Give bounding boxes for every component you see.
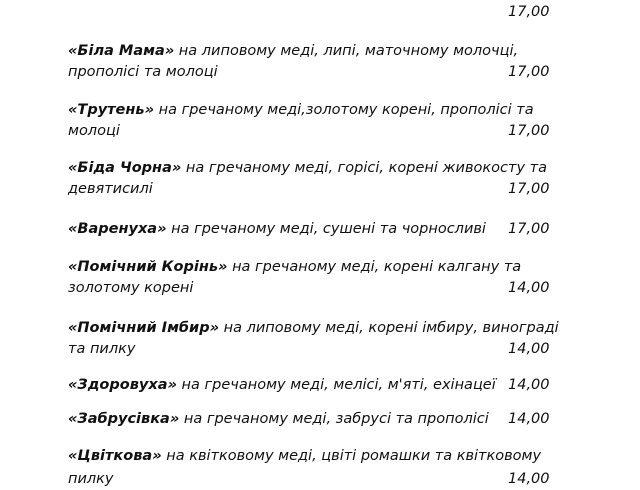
item-description: на квітковому меді, цвіті ромашки та квітковому <box>161 448 542 464</box>
menu-item <box>68 219 563 240</box>
item-description-continued: золотому корені <box>68 280 194 296</box>
item-description: на гречаному меді, горісі, корені живокосту та <box>181 160 547 176</box>
price: 17,00 <box>508 4 550 20</box>
item-description-continued: пилку <box>68 471 114 487</box>
item-name: «Помічний Корінь» <box>68 259 228 275</box>
item-description: на гречаному меді, мелісі, м'яті, ехінацеї <box>176 377 496 393</box>
menu-item <box>68 446 563 488</box>
item-name: «Здоровуха» <box>68 377 177 393</box>
item-description: на гречаному меді,золотому корені, прополісі та <box>154 102 534 118</box>
menu-item <box>68 318 563 360</box>
item-name: «Трутень» <box>68 102 154 118</box>
price: 17,00 <box>508 221 550 237</box>
item-name: «Біла Мама» <box>68 43 175 59</box>
price: 14,00 <box>508 341 550 357</box>
price: 17,00 <box>508 123 550 139</box>
price: 17,00 <box>508 64 550 80</box>
item-description: на гречаному меді, сушені та чорносливі <box>166 221 486 237</box>
menu-item <box>68 100 563 142</box>
item-name: «Забрусівка» <box>68 411 180 427</box>
item-description-continued: девятисилі <box>68 181 153 197</box>
menu-item <box>68 409 563 430</box>
price: 17,00 <box>508 181 550 197</box>
item-description: на липовому меді, корені імбиру, винограді <box>219 320 559 336</box>
price: 14,00 <box>508 411 550 427</box>
item-name: «Варенуха» <box>68 221 167 237</box>
top-price-row <box>68 2 563 23</box>
price: 14,00 <box>508 280 550 296</box>
item-name: «Цвіткова» <box>68 448 162 464</box>
item-description-continued: молоці <box>68 123 120 139</box>
menu-item <box>68 41 563 83</box>
item-description: на гречаному меді, забрусі та прополісі <box>179 411 489 427</box>
menu-item <box>68 158 563 200</box>
item-description: на липовому меді, липі, маточному молочці, <box>174 43 519 59</box>
item-description-continued: та пилку <box>68 341 136 357</box>
item-name: «Біда Чорна» <box>68 160 182 176</box>
item-description: на гречаному меді, корені калгану та <box>227 259 522 275</box>
price: 14,00 <box>508 377 550 393</box>
item-name: «Помічний Імбир» <box>68 320 220 336</box>
menu-item <box>68 257 563 299</box>
price: 14,00 <box>508 471 550 487</box>
item-description-continued: прополісі та молоці <box>68 64 218 80</box>
menu-item <box>68 375 563 396</box>
